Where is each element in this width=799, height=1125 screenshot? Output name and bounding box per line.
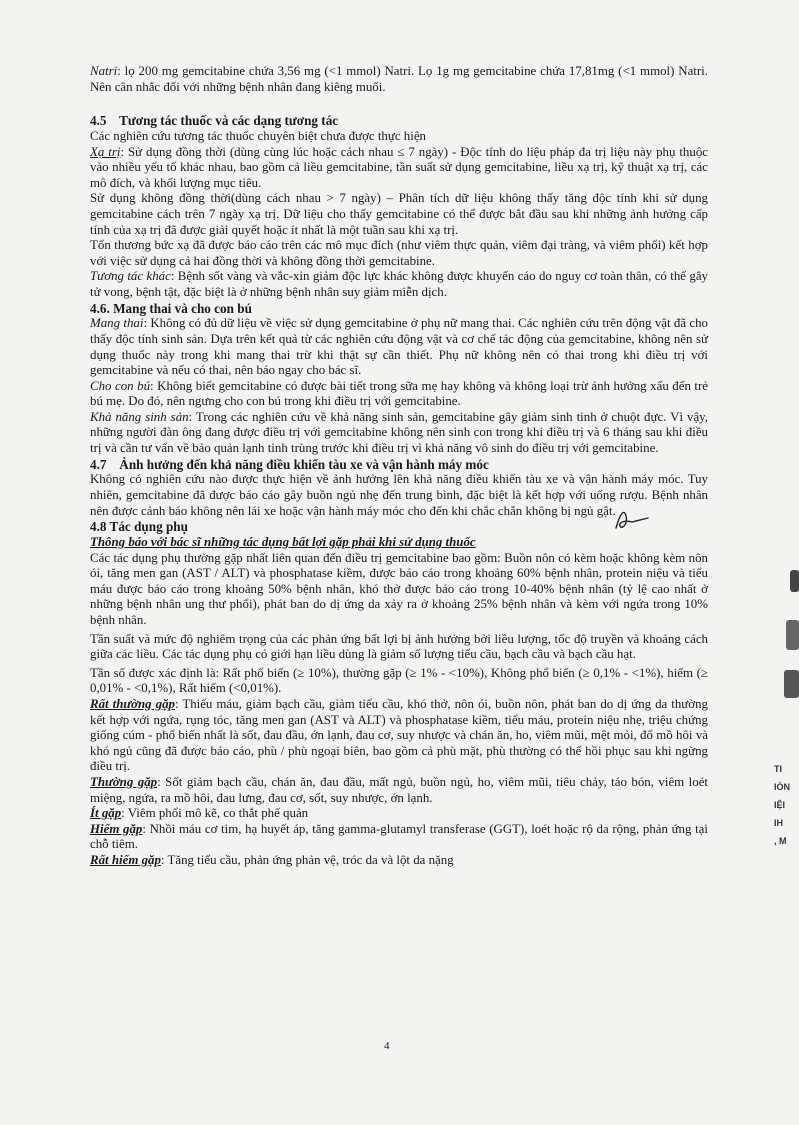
driving-paragraph: Không có nghiên cứu nào được thực hiện về ảnh hưởng lên khả năng điều khiển tàu xe và vận hành máy móc. Tuy nhiên, gemcitabine đã được báo cáo gây buồn ngủ nhẹ đến trung bình, đặc biệt là kết hợp với uống rượu. Bệnh nhân nên được cảnh báo không nên lái xe hoặc vận hành máy móc cho đến khi chắc chắn không bị ngủ gật. xyxy=(90,472,708,518)
very-common-paragraph xyxy=(90,697,708,775)
scan-edge-mark xyxy=(790,570,799,592)
section-4-5-title: Tương tác thuốc và các dạng tương tác xyxy=(119,113,339,129)
uncommon-paragraph xyxy=(90,806,708,822)
very-common-text: : Thiếu máu, giảm bạch cầu, giảm tiểu cầu, khó thở, nôn ói, buồn nôn, phát ban do dị ứng da thường kết hợp với ngứa, rụng tóc, tăng men gan (AST và ALT) và phosphatase kiềm, tiểu máu, protein niệu nhẹ, triệu chứng giống cúm - phổ biến nhất là sốt, đau đầu, ớn lạnh, đau cơ, suy nhược và chán ăn, ho, viêm mũi, mệt mỏi, đổ mồ hôi và khó ngủ cũng đã được báo cáo, phù / phù ngoại biên, bao gồm cả phù mặt, phù thường có thể hồi phục sau khi ngừng điều trị. xyxy=(90,696,708,774)
other-interactions-label: Tương tác khác xyxy=(90,269,171,284)
pregnancy-paragraph xyxy=(90,316,708,378)
notice-line xyxy=(90,535,708,551)
natri-text: : lọ 200 mg gemcitabine chứa 3,56 mg (<1 mmol) Natri. Lọ 1g mg gemcitabine chứa 17,81mg (<1 mmol) Natri. Nên cân nhắc đối với những bệnh nhân đang kiêng muối. xyxy=(90,64,708,94)
very-rare-text: : Tăng tiểu cầu, phản ứng phản vệ, tróc da và lột da nặng xyxy=(160,852,454,867)
radiotherapy-paragraph xyxy=(90,145,708,192)
frequency-definition-paragraph: Tần số được xác định là: Rất phổ biến (≥ 10%), thường gặp (≥ 1% - <10%), Không phổ biến (≥ 0,1% - <1%), hiếm (≥ 0,01% - <0,1%), Rất hiếm (<0,01%). xyxy=(90,665,708,696)
section-4-7-title: Ảnh hưởng đến khả năng điều khiển tàu xe và vận hành máy móc xyxy=(119,456,489,472)
section-4-5-heading xyxy=(90,113,708,129)
uncommon-label: Ít gặp xyxy=(90,806,122,821)
breastfeeding-label: Cho con bú xyxy=(90,378,151,393)
common-effects-paragraph: Các tác dụng phụ thường gặp nhất liên quan đến điều trị gemcitabine bao gồm: Buồn nôn có kèm hoặc không kèm nôn ói, tăng men gan (AST / ALT) và phosphatase kiềm, được báo cáo trong khoảng 60% bệnh nhân, protein niệu và tiểu máu được báo cáo trong khoảng 50% bệnh nhân, khó thở được báo cáo trong 10-40% bệnh nhân (tỷ lệ cao nhất ở những bệnh nhân ung thư phổi), phát ban do dị ứng da xảy ra ở khoảng 25% bệnh nhân và kèm với ngứa trong 10% bệnh nhân. xyxy=(90,550,708,627)
notice-text: Thông báo với bác sĩ những tác dụng bất lợi gặp phải khi sử dụng thuốc xyxy=(90,535,476,550)
natri-label: Natri xyxy=(90,64,118,78)
scan-edge-mark xyxy=(786,620,799,650)
rare-label: Hiếm gặp xyxy=(90,821,143,836)
section-4-7-heading xyxy=(90,457,708,473)
uncommon-text: : Viêm phổi mô kẽ, co thắt phế quản xyxy=(121,806,309,821)
fertility-label: Khả năng sinh sản xyxy=(90,409,189,424)
rare-paragraph xyxy=(90,822,708,853)
radiotherapy-label: Xạ trị xyxy=(90,144,121,159)
non-concurrent-paragraph: Sử dụng không đồng thời(dùng cách nhau > 7 ngày) – Phân tích dữ liệu không thấy tăng độc tính khi sử dụng gemcitabine cách trên 7 ngày xạ trị. Dữ liệu cho thấy gemcitabine có thể được bắt đầu sau khi những ảnh hưởng cấp tính của xạ trị đã được giải quyết hoặc ít nhất là một tuần sau khi xạ trị. xyxy=(90,191,708,237)
other-interactions-paragraph xyxy=(90,269,708,300)
fertility-paragraph xyxy=(90,410,708,457)
edge-fragment-line: IÒN xyxy=(774,782,791,792)
common-label: Thường gặp xyxy=(90,774,158,789)
section-4-7-number: 4.7 xyxy=(90,456,107,472)
severity-paragraph: Tần suất và mức độ nghiêm trọng của các phản ứng bất lợi bị ảnh hưởng bởi liều lượng, tốc độ truyền và khoảng cách giữa các liều. Các tác dụng phụ có giới hạn liều dùng là giảm số lượng tiểu cầu, bạch cầu và bạch cầu hạt. xyxy=(90,631,708,662)
scan-edge-fragment xyxy=(774,760,799,850)
document-page xyxy=(90,64,708,869)
edge-fragment-line: IH xyxy=(774,818,783,828)
pregnancy-label: Mang thai xyxy=(90,316,144,331)
breastfeeding-paragraph xyxy=(90,379,708,410)
natri-paragraph xyxy=(90,64,708,95)
edge-fragment-line: IỆI xyxy=(774,800,786,810)
section-4-6-heading: 4.6. Mang thai và cho con bú xyxy=(90,300,252,316)
scan-edge-mark xyxy=(784,670,799,698)
other-interactions-text: : Bệnh sốt vàng và vắc-xin giảm độc lực khác không được khuyến cáo do nguy cơ toàn thân, có thể gây tử vong, bệnh tật, đặc biệt là ở những bệnh nhân suy giảm miễn dịch. xyxy=(90,269,709,299)
common-paragraph xyxy=(90,775,708,806)
section-4-5-number: 4.5 xyxy=(90,113,107,129)
rare-text: : Nhồi máu cơ tim, hạ huyết áp, tăng gamma-glutamyl transferase (GGT), loét hoặc rộ da rộng, phản ứng tại chỗ tiêm. xyxy=(90,821,708,852)
section-4-5-intro: Các nghiên cứu tương tác thuốc chuyên biệt chưa được thực hiện xyxy=(90,128,426,143)
common-text: : Sốt giảm bạch cầu, chán ăn, đau đầu, mất ngủ, buồn ngủ, ho, viêm mũi, tiêu chảy, táo bón, viêm loét miệng, ngứa, ra mồ hôi, đau lưng, đau cơ, sốt, suy nhược, ớn lạnh. xyxy=(90,774,708,805)
pregnancy-text: : Không có đủ dữ liệu về việc sử dụng gemcitabine ở phụ nữ mang thai. Các nghiên cứu trên động vật đã cho thấy độc tính sinh sản. Dựa trên kết quả từ các nghiên cứu động vật và cơ chế tác động của gemcitabine, không nên sử dụng thuốc này trong khi mang thai trừ khi thật sự cần thiết. Phụ nữ không nên có thai trong khi điều trị với gemcitabine và nếu có thai, nên báo ngay cho bác sĩ. xyxy=(90,316,708,378)
radiotherapy-text: : Sử dụng đồng thời (dùng cùng lúc hoặc cách nhau ≤ 7 ngày) - Độc tính do liệu pháp đa trị liệu này phụ thuộc vào nhiều yếu tố khác nhau, bao gồm cả liều gemcitabine, tần suất sử dụng gemcitabine, liều xạ trị, kỹ thuật xạ trị, các mô đích, và khối lượng mục tiêu. xyxy=(90,144,708,190)
handwritten-mark xyxy=(612,504,652,534)
edge-fragment-line: , M xyxy=(774,836,787,846)
very-common-label: Rất thường gặp xyxy=(90,696,175,711)
edge-fragment-line: TI xyxy=(774,764,782,774)
very-rare-label: Rất hiếm gặp xyxy=(90,852,161,867)
breastfeeding-text: : Không biết gemcitabine có được bài tiết trong sữa mẹ hay không và không loại trừ ảnh hưởng xấu đến trẻ bú mẹ. Do đó, nên ngưng cho con bú trong khi điều trị với gemcitabine. xyxy=(90,378,709,409)
page-number: 4 xyxy=(384,1040,390,1052)
radiation-injury-paragraph: Tổn thương bức xạ đã được báo cáo trên các mô mục đích (như viêm thực quản, viêm đại tràng, và viêm phổi) kết hợp với việc sử dụng cả hai đồng thời và không đồng thời gemcitabine. xyxy=(90,238,708,268)
section-4-8-heading: 4.8 Tác dụng phụ xyxy=(90,519,188,535)
very-rare-paragraph xyxy=(90,853,708,869)
fertility-text: : Trong các nghiên cứu về khả năng sinh sản, gemcitabine gây giảm sinh tinh ở chuột đực. Vì vậy, những người đàn ông đang được điều trị với gemcitabine không nên sinh con trong khi điều trị và 6 tháng sau khi điều trị và cần tư vấn về bảo quản lạnh tinh trùng trước khi điều trị vì khả năng vô sinh do điều trị với gemcitabine. xyxy=(90,409,708,456)
